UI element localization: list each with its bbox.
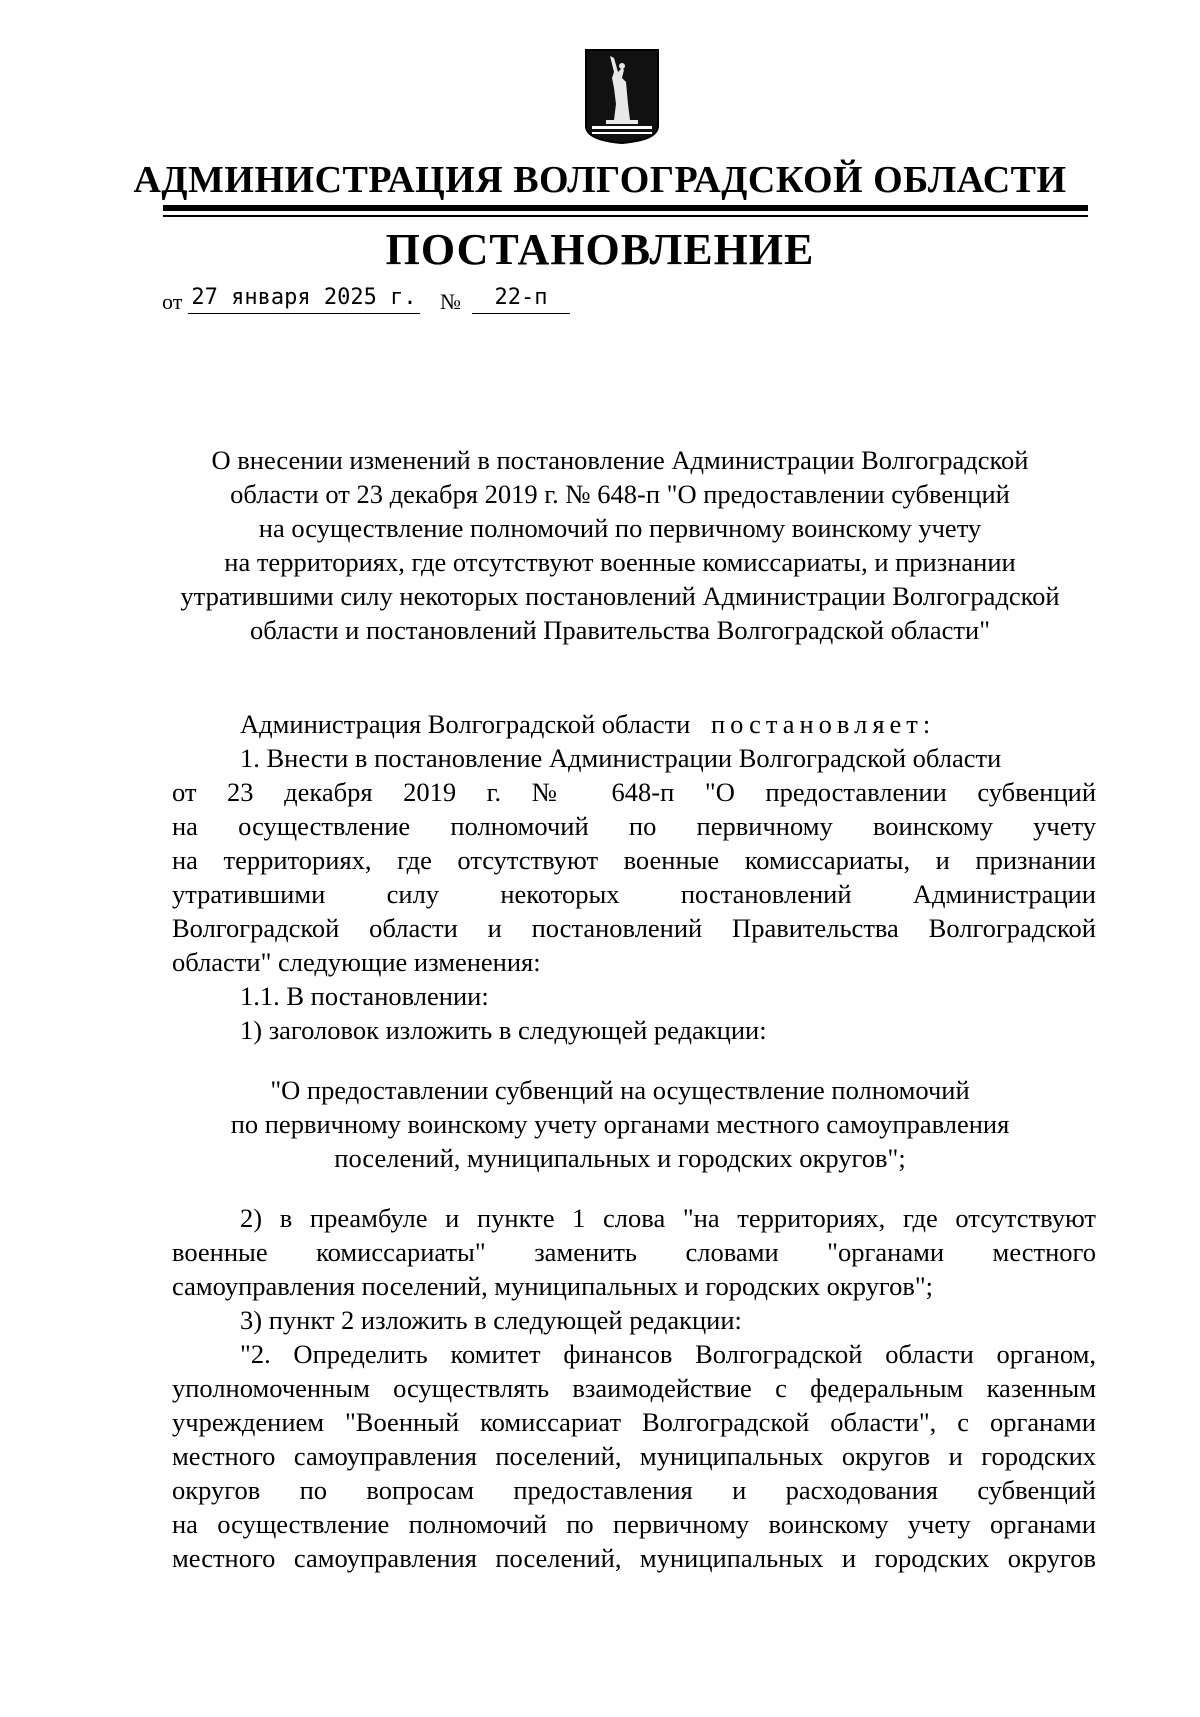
paragraph-line: на территориях, где отсутствуют военные комиссариаты, и признании xyxy=(172,845,1096,875)
item-3-line: "2. Определить комитет финансов Волгоградской области органом, xyxy=(240,1339,1096,1369)
paragraph-line: области" следующие изменения: xyxy=(172,947,541,977)
item-3-line: уполномоченным осуществлять взаимодействие с федеральным казенным xyxy=(172,1373,1096,1403)
subject-line: области от 23 декабря 2019 г. № 648-п "О предоставлении субвенций xyxy=(230,479,1010,509)
subject-line: утратившими силу некоторых постановлений Администрации Волгоградской xyxy=(180,581,1060,611)
date-from-label: от xyxy=(162,289,183,314)
paragraph-line: от 23 декабря 2019 г. № 648-п "О предоставлении субвенций xyxy=(172,777,1096,807)
new-title-line: поселений, муниципальных и городских округов"; xyxy=(334,1143,906,1173)
subject-line: на осуществление полномочий по первичному воинскому учету xyxy=(258,513,982,543)
header-rule-thin xyxy=(163,215,1088,217)
item-3-line: учреждением "Военный комиссариат Волгоградской области", с органами xyxy=(172,1407,1096,1437)
authority-name: Администрация Волгоградской области xyxy=(240,709,691,739)
volgograd-emblem-icon xyxy=(584,48,660,144)
item-1-1: 1.1. В постановлении: xyxy=(240,981,489,1011)
paragraph-line: Волгоградской области и постановлений Правительства Волгоградской xyxy=(172,913,1096,943)
paragraph-line: утратившими силу некоторых постановлений Администрации xyxy=(172,879,1096,909)
item-2-line: военные комиссариаты" заменить словами "органами местного xyxy=(172,1237,1096,1267)
paragraph-line: на осуществление полномочий по первичному воинскому учету xyxy=(172,811,1096,841)
resolution-intro xyxy=(240,708,1096,740)
resolves-word: постановляет: xyxy=(710,709,936,739)
subject-line: О внесении изменений в постановление Администрации Волгоградской xyxy=(211,445,1029,475)
header-rule-thick xyxy=(163,205,1088,211)
document-date: 27 января 2025 г. xyxy=(188,283,420,314)
new-title-line: по первичному воинскому учету органами местного самоуправления xyxy=(230,1109,1010,1139)
item-3-line: округов по вопросам предоставления и расходования субвенций xyxy=(172,1475,1096,1505)
subject-line: на территориях, где отсутствуют военные комиссариаты, и признании xyxy=(224,547,1016,577)
item-3-line: местного самоуправления поселений, муниципальных и городских округов xyxy=(172,1543,1096,1573)
organization-title: АДМИНИСТРАЦИЯ ВОЛГОГРАДСКОЙ ОБЛАСТИ xyxy=(133,159,1067,201)
item-3: 3) пункт 2 изложить в следующей редакции: xyxy=(240,1305,742,1335)
item-2-line: самоуправления поселений, муниципальных и городских округов"; xyxy=(172,1271,934,1301)
number-label: № xyxy=(440,289,461,314)
item-1: 1) заголовок изложить в следующей редакции: xyxy=(240,1015,767,1045)
subject-line: области и постановлений Правительства Волгоградской области" xyxy=(249,615,991,645)
item-3-line: на осуществление полномочий по первичному воинскому учету органами xyxy=(172,1509,1096,1539)
document-number: 22-п xyxy=(472,283,570,314)
new-title-line: "О предоставлении субвенций на осуществление полномочий xyxy=(270,1075,970,1105)
item-2-line: 2) в преамбуле и пункте 1 слова "на территориях, где отсутствуют xyxy=(240,1203,1096,1233)
item-3-line: местного самоуправления поселений, муниципальных округов и городских xyxy=(172,1441,1096,1471)
paragraph-line: 1. Внести в постановление Администрации Волгоградской области xyxy=(240,743,1002,773)
document-type-title: ПОСТАНОВЛЕНИЕ xyxy=(385,225,815,274)
